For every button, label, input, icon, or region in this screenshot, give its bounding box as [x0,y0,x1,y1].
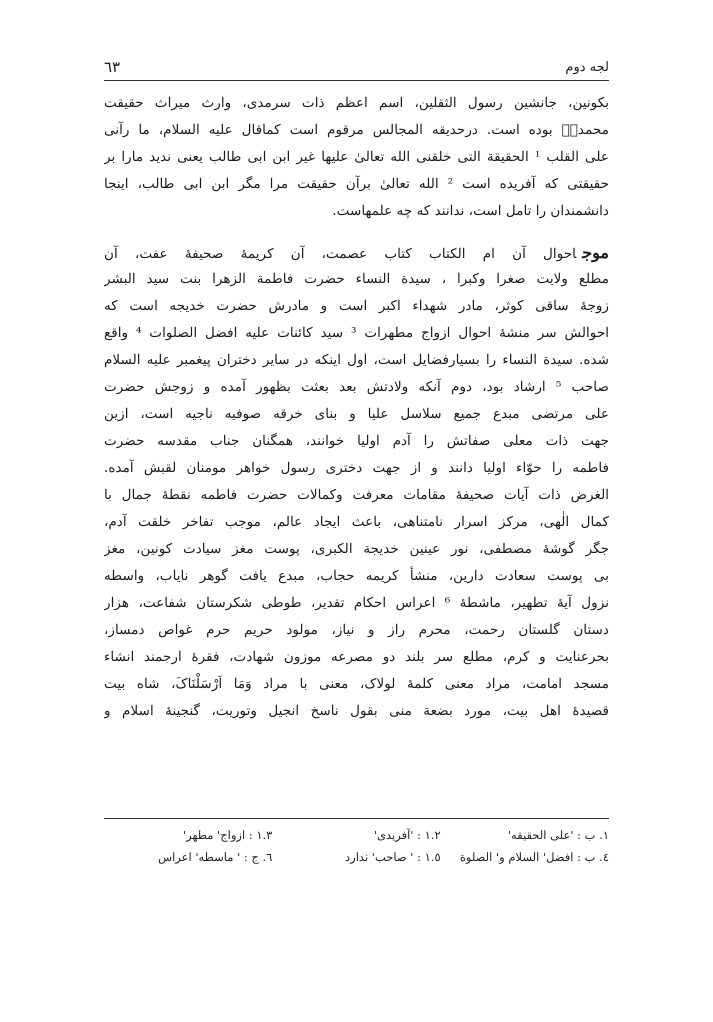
footnote: ١. ب : 'علی الحقیقه' [507,828,609,842]
text-line: حقیقتی که آفریده است ² الله تعالیٰ برآن حقیقت مرا مگر ابن ابی طالب، اینجا [104,176,609,192]
footnote: ٦. ج : ' ماسطه' اعراس [158,850,273,864]
text-line: جهت ذات معلی صفاتش را آدم اولیا خوانند، همگنان جناب مقدسه حضرت [104,433,609,449]
text-line: شده. سیدة النساء را بسیارفضایل است، اول اینکه در سایر دختران پیغمبر علیه السلام [104,352,609,368]
footnote-divider [104,818,609,819]
text-line: زوجهٔ ساقی کوثر، مادر شهداء اکبر است و مادرش حضرت خدیجه است که [104,298,609,314]
footnote: ١.٣ : ازواج' مطهر' [183,828,273,842]
text-line: صاحب ⁵ ارشاد بود، دوم آنکه ولادتش بعد بعثت بظهور آمده و زوجش حضرت [104,379,609,395]
text-line: الغرض ذات آیات صحیفهٔ مقامات معرفت وکمالات حضرت فاطمه نقطهٔ جمال با [104,487,609,503]
paragraph-1 [104,90,609,225]
footnote-row [104,846,609,868]
text-line: بی پوست سعادت دارین، منشأ کریمه حجاب، مبدع یافت گوهر نایاب، واسطه [104,568,609,584]
text-line: مطلع ولایت صغرا وکبرا ، سیدة النساء حضرت فاطمة الزهرا بنت سید البشر [104,271,609,287]
text-line: علی القلب ¹ الحقیقة التی خلقنی الله تعالیٰ علیها غیر ابن ابی طالب یعنی ندید مارا بر [104,149,609,165]
text-line: احوالش سر منشهٔ احوال ازواج مطهرات ³ سید کائنات علیه افضل الصلوات ⁴ واقع [104,325,609,341]
main-text [104,90,609,725]
paragraph-2 [104,239,609,725]
footnotes [104,824,609,868]
header-divider [104,80,609,81]
text-line-with-lead [104,239,609,266]
text-line: نزول آیهٔ تطهیر، ماشطهٔ ⁶ اعراس احکام تقدیر، طوطی شکرستان شفاعت، هزار [104,595,609,611]
text-line: دانشمندان را تامل است، ندانند که چه علمهاست. [332,203,609,219]
footnote: ١.٥ : ' صاحب' ندارد [345,850,441,864]
text-line: مسجد امامت، مراد معنی کلمهٔ لولاک، معنی با مراد وَمَا اَرْسَلْنَاکَ، شاه بیت [104,676,609,692]
paragraph-gap [104,225,609,239]
text-line: قصیدهٔ اهل بیت، مورد بضعة منی بقول ناسخ انجیل وتوریت، گنجینهٔ اسلام و [104,703,609,719]
page-number: ٦٣ [104,58,121,76]
footnote: ٤. ب : افضل' السلام و' الصلوة [459,850,609,864]
text-line: بحرعنایت و کرم، مطلع سر بلند دو مصرعه موزون شهادت، فقرهٔ ارجمند انشاء [104,649,609,665]
footnote: ١.٢ : 'آفریدی' [373,828,441,842]
footnote-row [104,824,609,846]
text-line: محمدیؐ بوده است. درحدیقه المجالس مرقوم است کماقال علیه السلام، ما رآنی [104,122,609,138]
text-line: فاطمه را حوّاء اولیا دانند و از جهت دختری رسول خواهر مومنان لقبش آمده. [104,460,609,476]
text-line: احوال آن ام الکتاب کتاب عصمت، آن کریمهٔ صحیفهٔ عفت، آن [104,246,577,262]
page-header [104,58,609,80]
text-line: دستان گلستان رحمت، محرم راز و نیاز، مولود حریم حرم غواص دمساز، [104,622,609,638]
running-title: لجه دوم [565,60,609,75]
text-line: بکونین، جانشین رسول الثقلین، اسم اعظم ذات سرمدی، وارث میراث حقیقت [104,95,609,111]
text-line: علی مرتضی مبدع جمیع سلاسل علیا و بنای خرقه صوفیه ناجیه است، ازین [104,406,609,422]
text-line: جگر گوشهٔ مصطفی، نور عینین خدیجة الکبری، پوست مغز سیادت کونین، مغز [104,541,609,557]
section-lead-word: موج [582,243,609,262]
text-line: کمال الٰهی، مرکز اسرار نامتناهی، باعث ایجاد عالم، موجب تفاخر خلقت آدم، [104,514,609,530]
